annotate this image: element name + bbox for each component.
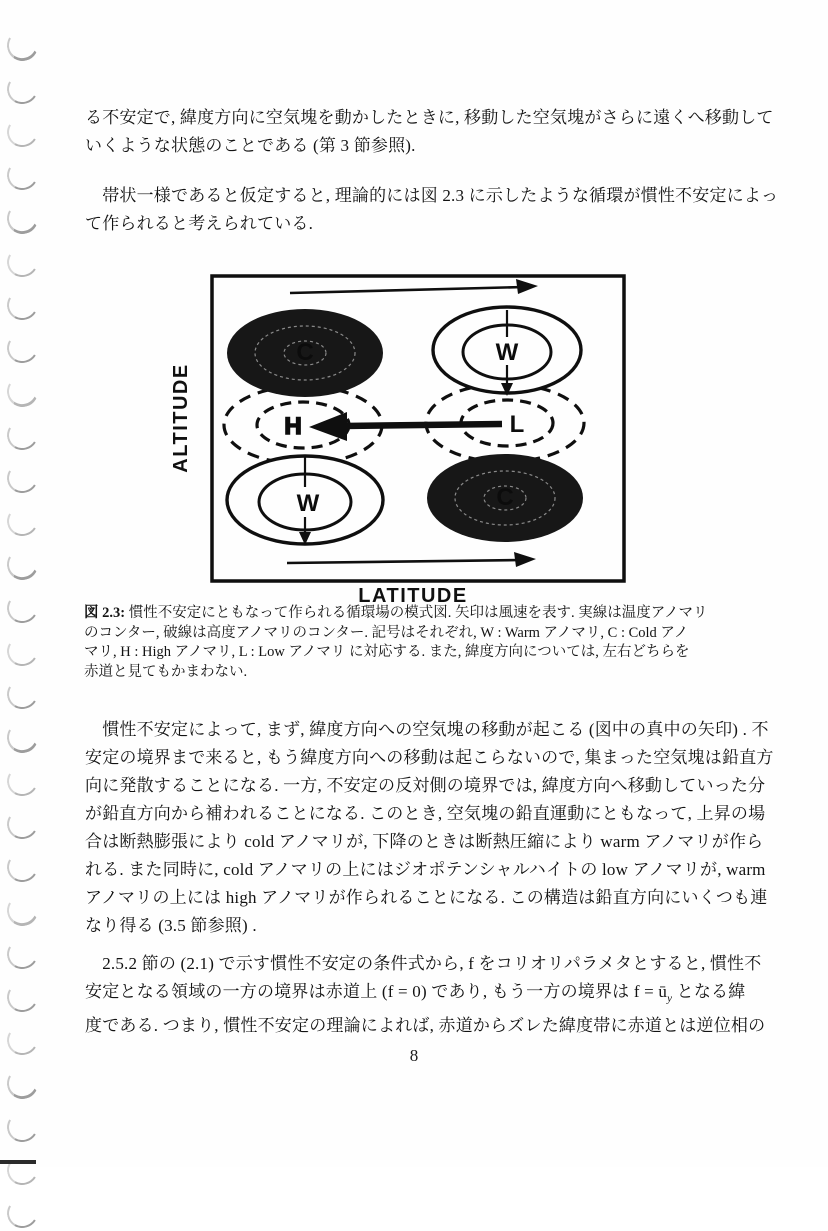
text-line: 度である. つまり, 慣性不安定の理論によれば, 赤道からズレた緯度帯に赤道とは逆位相の	[85, 1016, 766, 1036]
page-number: 8	[409, 1046, 419, 1065]
cold-label-top: C	[296, 339, 314, 366]
text-line: 帯状一様であると仮定すると, 理論的には図 2.3 に示したような循環が慣性不安定によっ	[85, 186, 779, 205]
text-line: 合は断熱膨張により cold アノマリが, 下降のときは断熱圧縮により warm アノマリが作ら	[85, 832, 764, 851]
binding-hole	[4, 979, 41, 1016]
binding-hole	[4, 244, 41, 281]
text-line: る不安定で, 緯度方向に空気塊を動かしたときに, 移動した空気塊がさらに遠くへ移動して	[85, 108, 774, 127]
binding-hole	[4, 1109, 41, 1146]
binding-hole	[4, 27, 42, 65]
altitude-axis-label: ALTITUDE	[170, 363, 192, 473]
binding-hole	[4, 71, 41, 108]
binding-hole	[4, 114, 41, 151]
paragraph-mechanism	[85, 716, 785, 940]
binding-hole	[4, 287, 41, 324]
text-line: れる. また同時に, cold アノマリの上にはジオポテンシャルハイトの low アノマリが, warm	[85, 860, 766, 879]
binding-hole	[4, 849, 41, 886]
caption-label: 図 2.3:	[84, 605, 126, 621]
text-segment: 安定となる領域の一方の境界は赤道上 (f = 0) であり, もう一方の境界は f = ū	[85, 982, 668, 1001]
text-line: アノマリの上には high アノマリが作られることになる. この構造は鉛直方向にいくつも連	[85, 888, 768, 907]
text-line: 2.5.2 節の (2.1) で示す慣性不安定の条件式から, f をコリオリパラメタとすると, 慣性不	[85, 954, 762, 973]
binding-hole	[4, 157, 41, 194]
figure-2-3-diagram	[158, 266, 650, 611]
binding-hole	[4, 373, 42, 411]
figure-caption	[84, 604, 790, 682]
binding-hole	[4, 892, 42, 930]
binding-hole	[4, 806, 41, 843]
binding-hole	[4, 719, 42, 757]
math-subscript: y	[667, 992, 673, 1005]
binding-hole	[4, 503, 41, 540]
paragraph-intro	[85, 104, 785, 160]
binding-hole	[4, 676, 41, 713]
binding-hole	[4, 763, 41, 800]
binding-hole	[4, 633, 41, 670]
paragraph-condition	[85, 950, 785, 1040]
cold-label-bottom: C	[496, 484, 514, 511]
high-label: H	[284, 413, 302, 440]
binding-hole	[4, 460, 41, 497]
binding-hole	[4, 200, 42, 238]
caption-line	[84, 604, 790, 624]
text-line-with-math	[85, 978, 785, 1012]
text-segment: となる緯	[672, 982, 746, 1001]
binding-hole	[4, 936, 41, 973]
text-line: いくような状態のことである (第 3 節参照).	[85, 136, 416, 155]
text-line: 安定の境界まで来ると, もう緯度方向への移動は起こらないので, 集まった空気塊は鉛直方	[85, 748, 774, 767]
text-line: 慣性不安定によって, まず, 緯度方向への空気塊の移動が起こる (図中の真中の矢印) . 不	[85, 720, 769, 739]
binding-hole	[4, 590, 41, 627]
warm-label-top: W	[495, 339, 519, 366]
binding-hole	[4, 546, 42, 584]
low-label: L	[509, 411, 525, 438]
text-line: が鉛直方向から補われることになる. このとき, 空気塊の鉛直運動にともなって, 上昇の場	[85, 804, 766, 823]
meridional-motion-arrow	[309, 412, 502, 441]
binding-hole	[4, 1195, 41, 1231]
caption-text: 慣性不安定にともなって作られる循環場の模式図. 矢印は風速を表す. 実線は温度アノマリ	[125, 605, 708, 621]
text-line: 向に発散することになる. 一方, 不安定の反対側の境界では, 緯度方向へ移動していった分	[85, 776, 766, 795]
latitude-axis-label: LATITUDE	[358, 585, 468, 607]
text-line: て作られると考えられている.	[85, 214, 314, 233]
caption-line: マリ, H : High アノマリ, L : Low アノマリ に対応する. また, 緯度方向については, 左右どちらを	[84, 644, 690, 661]
caption-line: のコンター, 破線は高度アノマリのコンター. 記号はそれぞれ, W : Warm アノマリ, C : Cold アノ	[84, 624, 689, 641]
text-line: なり得る (3.5 節参照) .	[85, 916, 257, 935]
binding-hole	[4, 330, 41, 367]
binding-hole	[4, 1065, 42, 1103]
caption-line: 赤道と見てもかまわない.	[84, 663, 248, 680]
bottom-wind-arrow	[287, 552, 536, 567]
binding-hole	[4, 417, 41, 454]
warm-label-bottom: W	[296, 490, 320, 517]
paragraph-assumption	[85, 182, 785, 238]
binding-hole	[4, 1152, 41, 1189]
scan-edge-artifact	[0, 1160, 36, 1164]
top-wind-arrow	[290, 279, 538, 294]
